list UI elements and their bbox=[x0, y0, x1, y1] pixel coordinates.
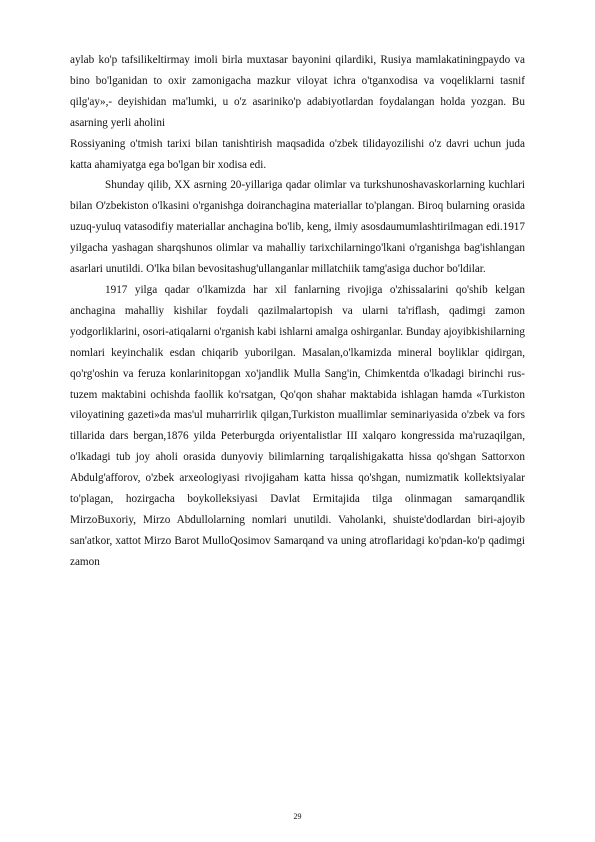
paragraph-2: Rossiyaning o'tmish tarixi bilan tanishtirish maqsadida o'zbek tilidayozilishi o'z davri uchun juda katta ahamiyatga ega bo'lgan bir xodisa edi. bbox=[70, 137, 525, 171]
page-number: 29 bbox=[293, 812, 302, 821]
paragraph-1: aylab ko'p tafsilikeltirmay imoli birla muxtasar bayonini qilardiki, Rusiya mamlakatiningpaydo va bino bo'lganidan to oxir zamonigacha mazkur viloyat ichra o'tganxodisa va voqeliklarni tasnif qilg'ay»,- deyishidan ma'lumki, u o'z asariniko'p adabiyotlardan foydalangan holda yozgan. Bu asarning yerli aholini bbox=[70, 54, 525, 129]
paragraph-4: 1917 yilga qadar o'lkamizda har xil fanlarning rivojiga o'zhissalarini qo'shib kelgan anchagina mahalliy kishilar foydali qazilmalartopish va ularni ta'riflash, qadimgi zamon yodgorliklarini, osori-atiqalarni o'rganish kabi ishlarni amalga oshirganlar. Bunday ajoyibkishilarning nomlari keyinchalik esdan chiqarib yuborilgan. Masalan,o'lkamizda mineral boyliklar qidirgan, qo'rg'oshin va feruza konlarinitopgan xo'jandlik Mulla Sang'in, Chimkentda o'lkadagi birinchi rus-tuzem maktabini ochishda faollik ko'rsatgan, Qo'qon shahar maktabida ishlagan hamda «Turkiston viloyatining gazeti»da mas'ul muharrirlik qilgan,Turkiston muallimlar seminariyasida o'zbek va fors tillarida dars bergan,1876 yilda Peterburgda oriyentalistlar III xalqaro kongressida ma'ruzaqilgan, o'lkadagi tub joy aholi orasida dunyoviy bilimlarning tarqalishigakatta hissa qo'shgan Sattorxon Abdulg'afforov, o'zbek arxeologiyasi rivojigaham katta hissa qo'shgan, numizmatik kollektsiyalar to'plagan, hozirgacha boykolleksiyasi Davlat Ermitajida tilga olinmagan samarqandlik MirzoBuxoriy, Mirzo Abdullolarning nomlari unutildi. Vaholanki, shuiste'dodlardan biri-ajoyib san'atkor, xattot Mirzo Barot MulloQosimov Samarqand va uning atroflaridagi ko'pdan-ko'p qadimgi zamon bbox=[70, 283, 525, 568]
paragraph-3: Shunday qilib, XX asrning 20-yillariga qadar olimlar va turkshunoshavaskorlarning kuchlari bilan O'zbekiston o'lkasini o'rganishga doiranchagina materiallar to'plangan. Biroq bularning orasida uzuq-yuluq vatasodifiy materiallar anchagina bo'lib, keng, ilmiy asosdaumumlashtirilmagan edi.1917 yilgacha yashagan sharqshunos olimlar va mahalliy tarixchilarningo'lkani o'rganishga bag'ishlangan asarlari unutildi. O'lka bilan bevositashug'ullanganlar millatchiik tamg'asiga duchor bo'ldilar. bbox=[70, 179, 525, 276]
document-page bbox=[70, 50, 525, 573]
